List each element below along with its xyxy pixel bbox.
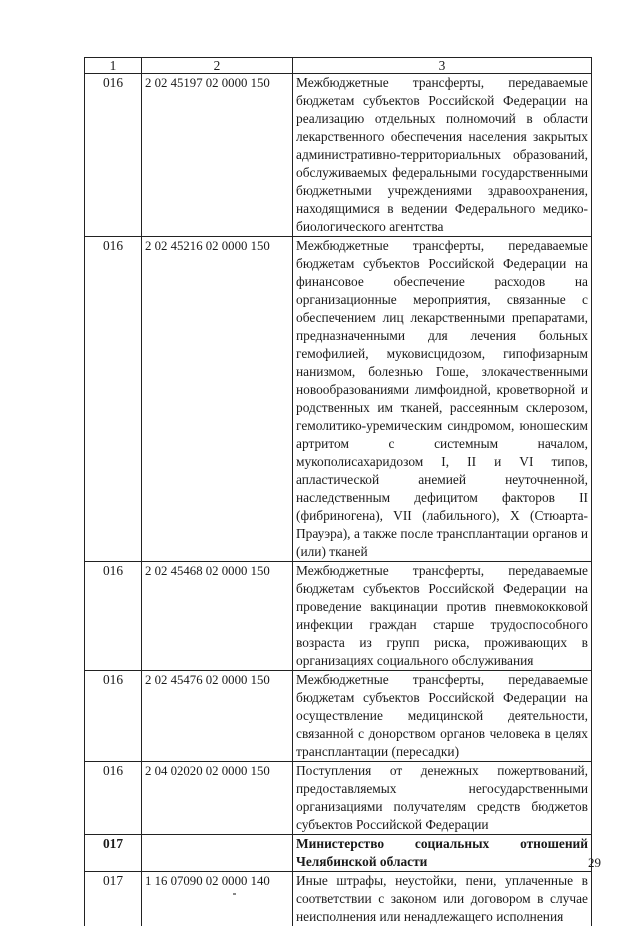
budget-code-cell: 2 02 45468 02 0000 150 — [142, 562, 293, 671]
page-number: 29 — [588, 855, 601, 871]
column-number-row — [85, 58, 592, 74]
description-cell: Межбюджетные трансферты, передаваемые бюджетам субъектов Российской Федерации на финансовое обеспечение расходов на организационные мероприятия, связанные с обеспечением лиц лекарственными препаратами, предназначенными для лечения больных гемофилией, муковисцидозом, гипофизарным нанизмом, болезнью Гоше, злокачественными новообразованиями лимфоидной, кроветворной и родственных им тканей, рассеянным склерозом, гемолитико-уремическим синдромом, юношеским артритом с системным началом, мукополисахаридозом I, II и VI типов, апластической анемией неуточненной, наследственным дефицитом факторов II (фибриногена), VII (лабильного), X (Стюарта-Прауэра), а также после трансплантации органов и (или) тканей — [293, 237, 592, 562]
column-number-3: 3 — [293, 58, 592, 74]
budget-code-cell: 2 02 45476 02 0000 150 — [142, 671, 293, 762]
admin-code-cell: 016 — [85, 237, 142, 562]
revenue-codes-table — [84, 57, 592, 926]
budget-code-cell: 2 02 45216 02 0000 150 — [142, 237, 293, 562]
admin-code-cell: 016 — [85, 671, 142, 762]
table-row — [85, 872, 592, 926]
scan-speck — [233, 893, 236, 895]
admin-code-cell: 017 — [85, 872, 142, 926]
admin-code-cell: 016 — [85, 762, 142, 835]
description-cell: Межбюджетные трансферты, передаваемые бюджетам субъектов Российской Федерации на проведение вакцинации против пневмококковой инфекции граждан старше трудоспособного возраста из групп риска, проживающих в организациях социального обслуживания — [293, 562, 592, 671]
admin-code-cell: 016 — [85, 74, 142, 237]
table-row — [85, 671, 592, 762]
admin-code-cell: 017 — [85, 835, 142, 872]
budget-code-cell: 1 16 07090 02 0000 140 — [142, 872, 293, 926]
column-number-2: 2 — [142, 58, 293, 74]
description-cell: Иные штрафы, неустойки, пени, уплаченные в соответствии с законом или договором в случае неисполнения или ненадлежащего исполнения — [293, 872, 592, 926]
description-cell: Поступления от денежных пожертвований, предоставляемых негосударственными организациями получателям средств бюджетов субъектов Российской Федерации — [293, 762, 592, 835]
table-row — [85, 562, 592, 671]
budget-code-cell: 2 04 02020 02 0000 150 — [142, 762, 293, 835]
budget-code-cell — [142, 835, 293, 872]
description-cell: Межбюджетные трансферты, передаваемые бюджетам субъектов Российской Федерации на осуществление медицинской деятельности, связанной с донорством органов человека в целях трансплантации (пересадки) — [293, 671, 592, 762]
admin-code-cell: 016 — [85, 562, 142, 671]
table-row — [85, 237, 592, 562]
ministry-name-cell: Министерство социальных отношений Челябинской области — [293, 835, 592, 872]
table-row — [85, 762, 592, 835]
ministry-heading-row — [85, 835, 592, 872]
table-row — [85, 74, 592, 237]
column-number-1: 1 — [85, 58, 142, 74]
description-cell: Межбюджетные трансферты, передаваемые бюджетам субъектов Российской Федерации на реализацию отдельных полномочий в области лекарственного обеспечения населения закрытых административно-территориальных образований, обслуживаемых федеральными государственными бюджетными учреждениями здравоохранения, находящимися в ведении Федерального медико-биологического агентства — [293, 74, 592, 237]
budget-code-cell: 2 02 45197 02 0000 150 — [142, 74, 293, 237]
